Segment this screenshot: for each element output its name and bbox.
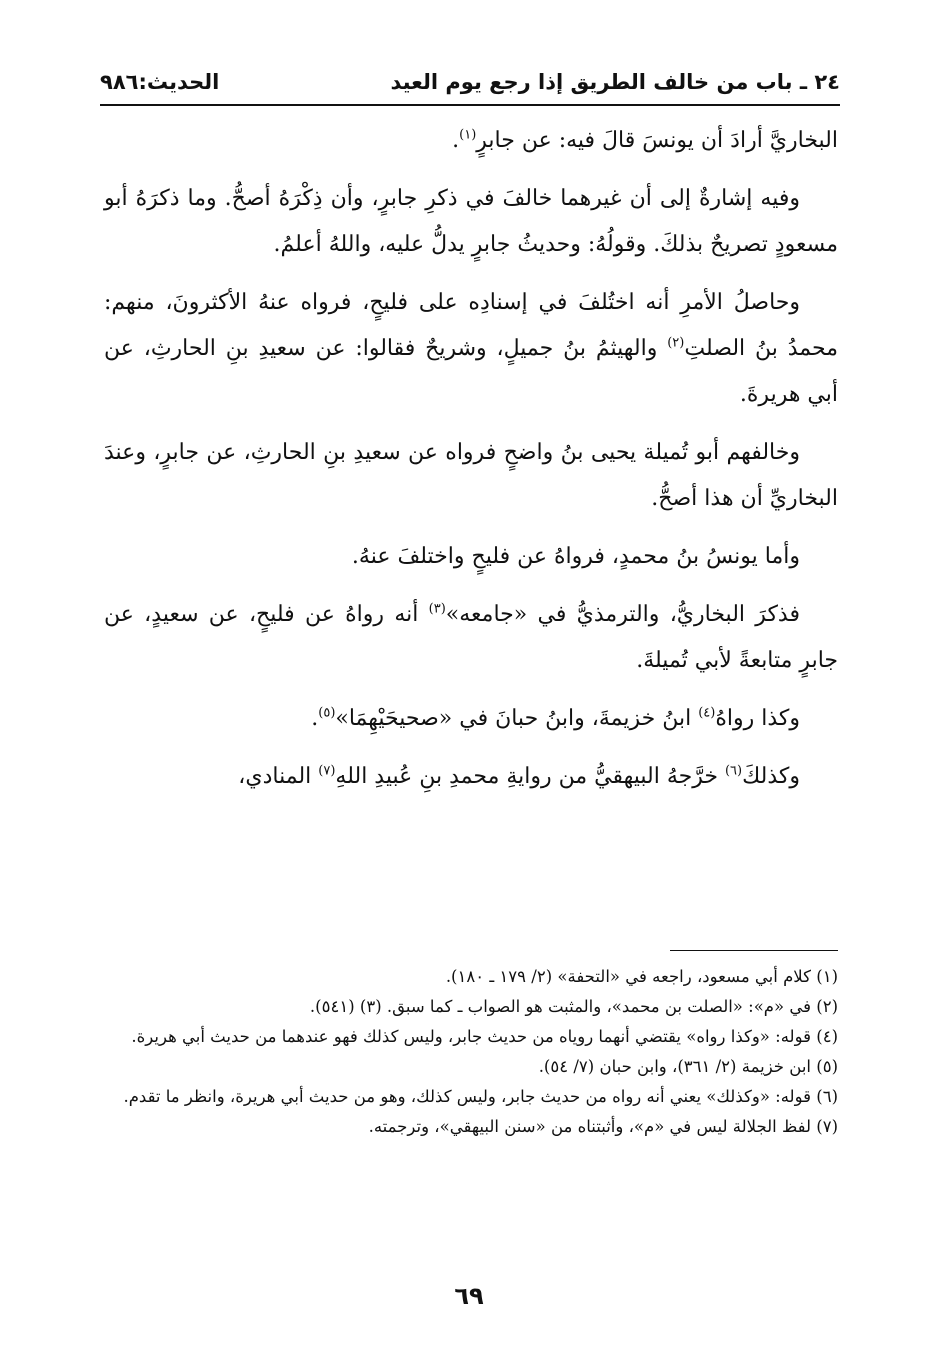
footnote-6: (٦) قوله: «وكذلك» يعني أنه رواه من حديث جابر، وليس كذلك، وهو من حديث أبي هريرة، وانظر ما تقدم. bbox=[123, 1087, 838, 1106]
hadith-reference: الحديث:٩٨٦ bbox=[100, 70, 220, 94]
footnotes bbox=[104, 962, 838, 1142]
footnote-1: (١) كلام أبي مسعود، راجعه في «التحفة» (٢/ ١٧٩ ـ ١٨٠). bbox=[445, 967, 838, 986]
footnote-marker-1[interactable]: (١) bbox=[459, 127, 477, 143]
header-rule bbox=[100, 104, 840, 106]
footnote-marker-6[interactable]: (٦) bbox=[724, 763, 743, 779]
chapter-title: ٢٤ ـ باب من خالف الطريق إذا رجع يوم العيد bbox=[390, 70, 840, 94]
footnote-2-3: (٢) في «م»: «الصلت بن محمد»، والمثبت هو الصواب ـ كما سبق. (٣) (٥٤١). bbox=[309, 997, 838, 1016]
running-header bbox=[100, 62, 840, 102]
footnote-separator bbox=[670, 950, 838, 951]
footnote-marker-4[interactable]: (٤) bbox=[698, 705, 716, 721]
footnote-marker-5[interactable]: (٥) bbox=[318, 705, 336, 721]
main-text bbox=[104, 118, 838, 812]
footnote-7: (٧) لفظ الجلالة ليس في «م»، وأثبتناه من «سنن البيهقي»، وترجمته. bbox=[368, 1117, 838, 1136]
footnote-4: (٤) قوله: «وكذا رواه» يقتضي أنهما روياه من حديث جابر، وليس كذلك فهو عندهما من حديث أبي هريرة. bbox=[131, 1027, 838, 1046]
paragraph-8: وكذلكَ$^{(٦)}$ خرَّجهُ البيهقيُّ من روايةِ محمدِ بنِ عُبيدِ اللهِ$^{(٧)}$ المنادي، bbox=[238, 763, 800, 789]
footnote-5: (٥) ابن خزيمة (٢/ ٣٦١)، وابن حبان (٧/ ٥٤). bbox=[538, 1057, 838, 1076]
paragraph-1: البخاريَّ أرادَ أن يونسَ قالَ فيه: عن جابرٍ$^{(١)}$. bbox=[452, 127, 838, 153]
paragraph-5: وأما يونسُ بنُ محمدٍ، فرواهُ عن فليحٍ واختلفَ عنهُ. bbox=[351, 544, 800, 569]
paragraph-7: وكذا رواهُ$^{(٤)}$ ابنُ خزيمةَ، وابنُ حبانَ في «صحيحَيْهِمَا»$^{(٥)}$. bbox=[311, 705, 800, 731]
page-number: ٦٩ bbox=[454, 1282, 484, 1310]
paragraph-6: فذكرَ البخاريُّ، والترمذيُّ في «جامعه»$^{(٣)}$ أنه رواهُ عن فليحٍ، عن سعيدٍ، عن جابرٍ متابعةً لأبي تُميلةَ. bbox=[104, 601, 838, 673]
footnote-marker-2[interactable]: (٢) bbox=[667, 335, 685, 351]
paragraph-4: وخالفهم أبو تُميلة يحيى بنُ واضحٍ فرواه عن سعيدِ بنِ الحارثِ، عن جابرٍ، وعندَ البخاريِّ أن هذا أصحُّ. bbox=[104, 440, 838, 511]
paragraph-3: وحاصلُ الأمرِ أنه اختُلفَ في إسنادِه على فليحٍ، فرواه عنهُ الأكثرونَ، منهم: محمدُ بنُ الصلتِ$^{(٢)}$ والهيثمُ بنُ جميلٍ، وشريحٌ فقالوا: عن سعيدِ بنِ الحارثِ، عن أبي هريرةَ. bbox=[104, 290, 838, 407]
footnote-marker-3[interactable]: (٣) bbox=[428, 601, 446, 617]
paragraph-2: وفيه إشارةٌ إلى أن غيرهما خالفَ في ذكرِ جابرٍ، وأن ذِكْرَهُ أصحُّ. وما ذكرَهُ أبو مسعودٍ تصريحٌ بذلكَ. وقولُهُ: وحديثُ جابرٍ يدلُّ عليه، واللهُ أعلمُ. bbox=[104, 186, 838, 257]
footnote-marker-7[interactable]: (٧) bbox=[318, 763, 336, 779]
